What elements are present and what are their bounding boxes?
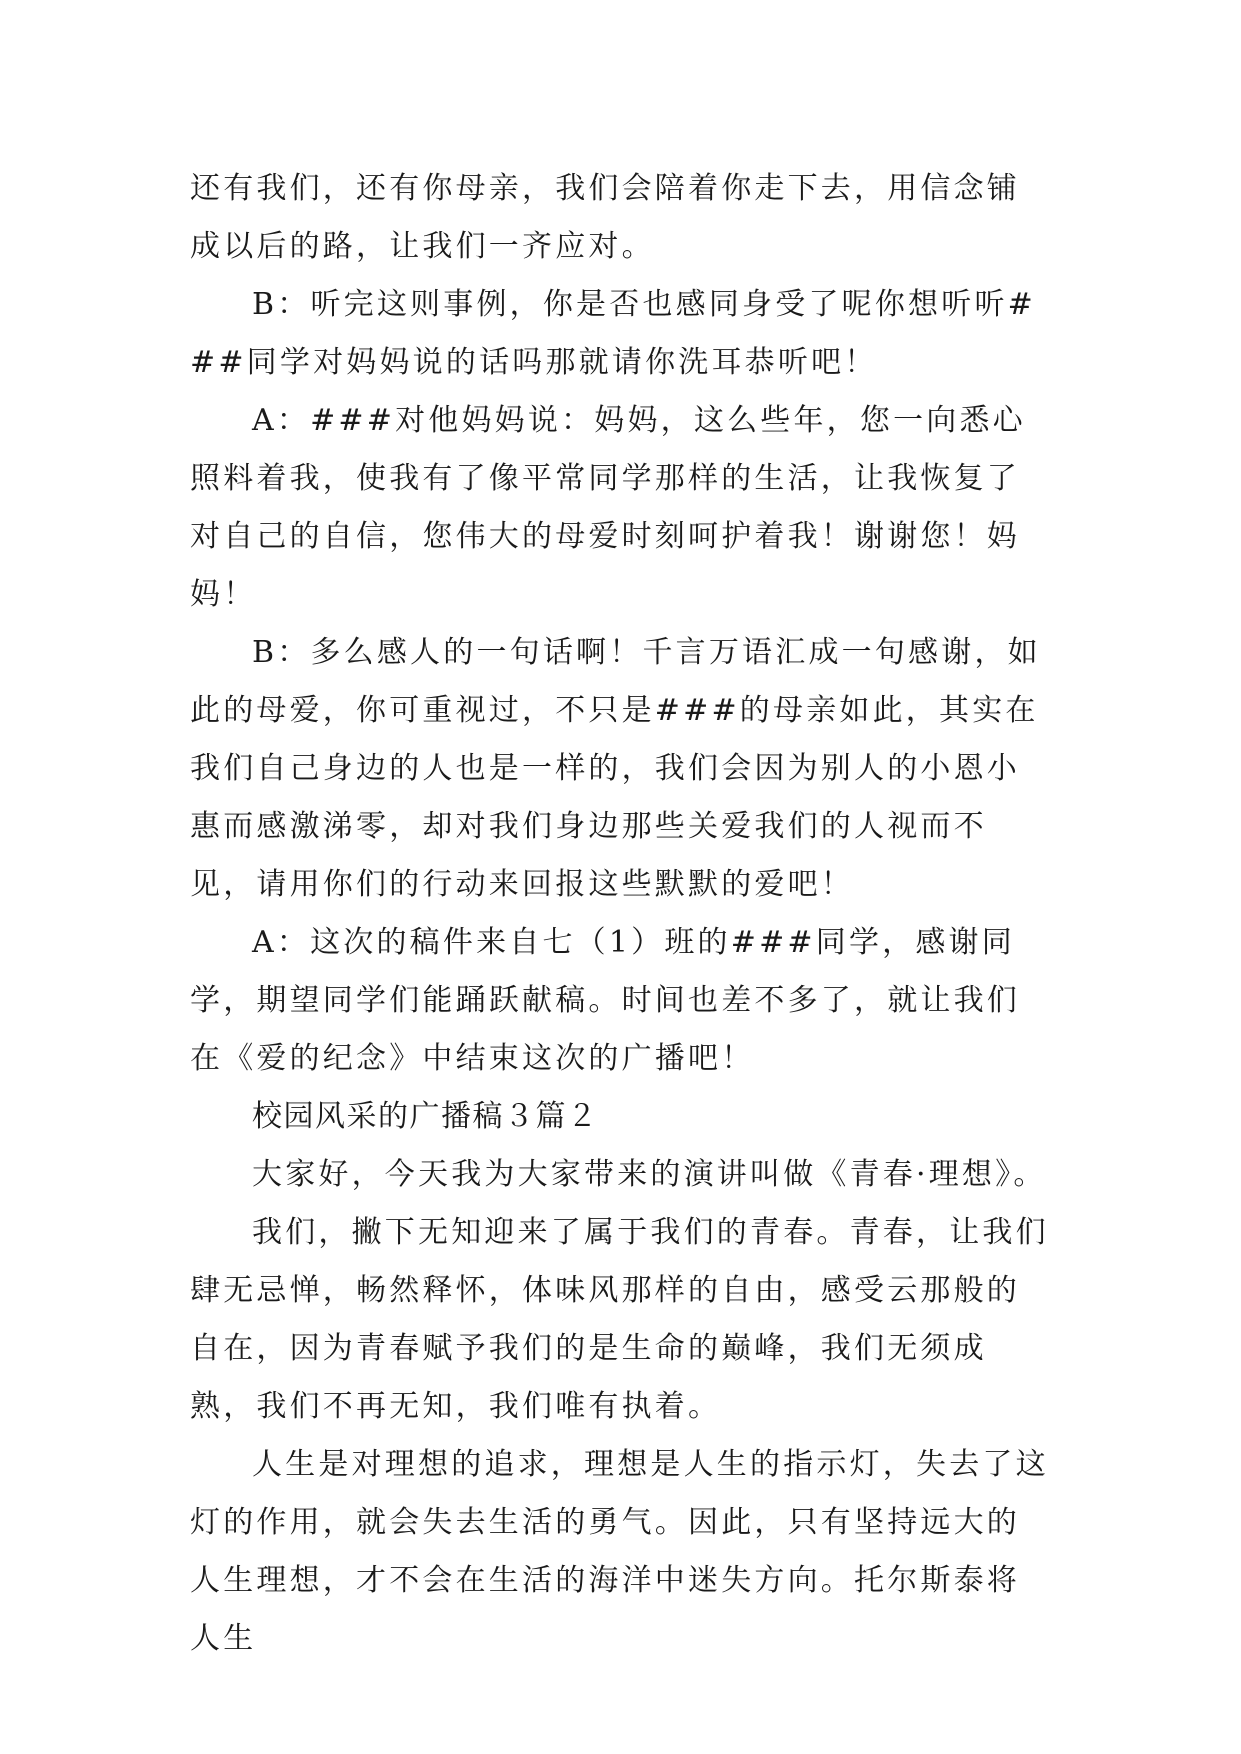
paragraph: 人生是对理想的追求，理想是人生的指示灯，失去了这灯的作用，就会失去生活的勇气。因此，只有坚持远大的人生理想，才不会在生活的海洋中迷失方向。托尔斯泰将人生	[190, 1447, 1049, 1656]
paragraph: B：听完这则事例，你是否也感同身受了呢你想听听###同学对妈妈说的话吗那就请你洗耳恭听吧！	[190, 287, 1036, 380]
paragraph: A：这次的稿件来自七（1）班的###同学，感谢同学，期望同学们能踊跃献稿。时间也差不多了，就让我们在《爱的纪念》中结束这次的广播吧！	[190, 925, 1020, 1076]
document-body	[190, 160, 1050, 1668]
paragraph: 大家好，今天我为大家带来的演讲叫做《青春·理想》。	[252, 1157, 1047, 1192]
paragraph: B：多么感人的一句话啊！千言万语汇成一句感谢，如此的母爱，你可重视过，不只是###的母亲如此，其实在我们自己身边的人也是一样的，我们会因为别人的小恩小惠而感激涕零，却对我们身边那些关爱我们的人视而不见，请用你们的行动来回报这些默默的爱吧！	[190, 635, 1041, 902]
section-title: 校园风采的广播稿３篇２	[252, 1099, 599, 1134]
paragraph: 还有我们，还有你母亲，我们会陪着你走下去，用信念铺成以后的路，让我们一齐应对。	[190, 171, 1020, 264]
paragraph: A：###对他妈妈说：妈妈，这么些年，您一向悉心照料着我，使我有了像平常同学那样的生活，让我恢复了对自己的自信，您伟大的母爱时刻呵护着我！谢谢您！妈妈！	[190, 403, 1026, 612]
paragraph: 我们，撇下无知迎来了属于我们的青春。青春，让我们肆无忌惮，畅然释怀，体味风那样的自由，感受云那般的自在，因为青春赋予我们的是生命的巅峰，我们无须成熟，我们不再无知，我们唯有执着。	[190, 1215, 1049, 1424]
